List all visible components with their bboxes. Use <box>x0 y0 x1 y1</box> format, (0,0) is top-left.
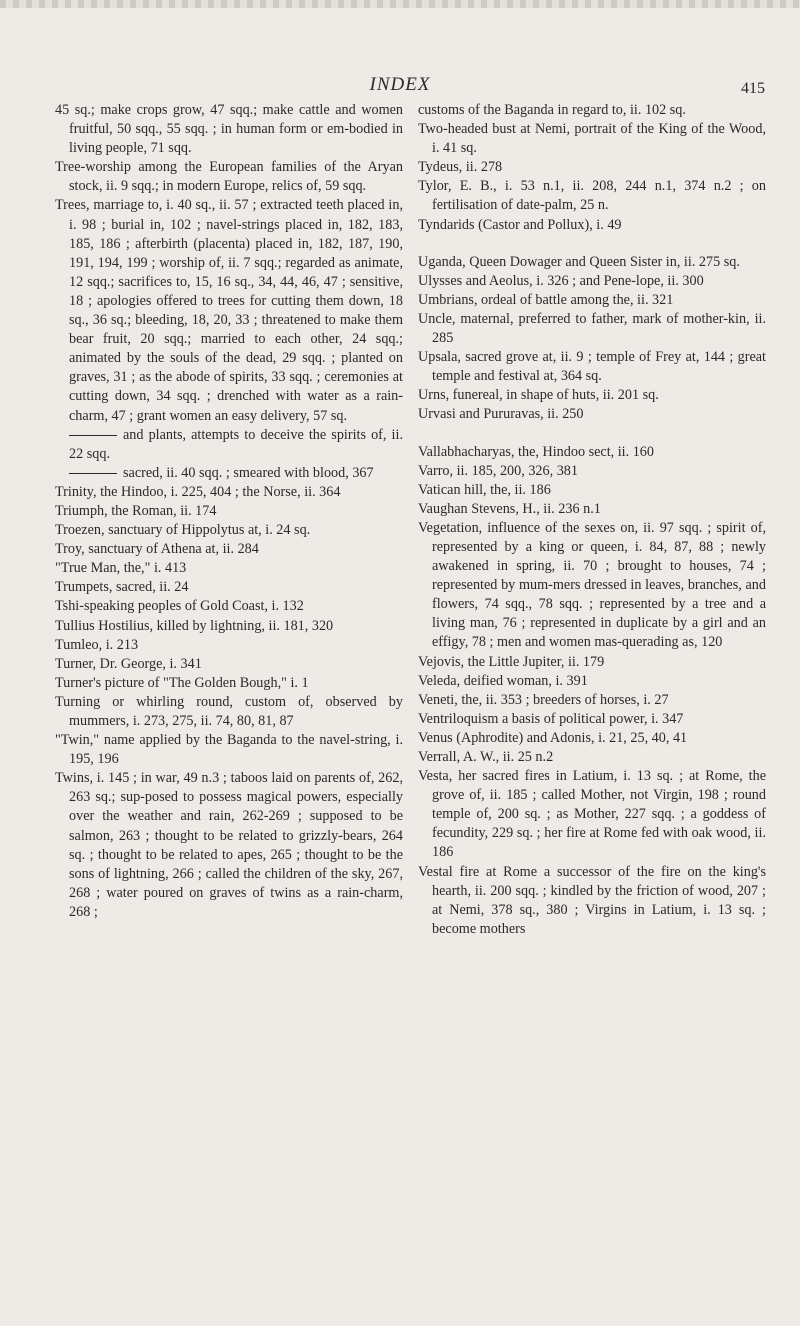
entry-text: Tshi-speaking peoples of Gold Coast, i. 132 <box>55 598 304 615</box>
index-entry <box>418 519 766 653</box>
index-entry <box>418 767 766 862</box>
index-entry <box>55 483 403 502</box>
index-entry <box>55 636 403 655</box>
entry-text: Turner, Dr. George, i. 341 <box>55 655 202 672</box>
entry-text: Tullius Hostilius, killed by lightning, ii. 181, 320 <box>55 617 334 634</box>
index-column-right <box>418 101 766 939</box>
index-entry <box>418 120 766 158</box>
entry-text: Trinity, the Hindoo, i. 225, 404 ; the Norse, ii. 364 <box>55 483 341 500</box>
entry-text: Vegetation, influence of the sexes on, ii. 97 sqq. ; spirit of, represented by a king or queen, i. 84, 87, 88 ; newly awakened in spring, ii. 70 ; brought to houses, 74 ; represented by mum-mers dressed in leaves, branches, and flowers, 74 sqq., 78 sqq. ; represented by a tree and a living man, 76 ; represented in duplicate by a girl and an effigy, 78 ; men and women mas-querading as, 120 <box>418 519 766 651</box>
entry-text: Turning or whirling round, custom of, observed by mummers, i. 273, 275, ii. 74, 80, 81, 87 <box>55 693 403 729</box>
index-entry <box>55 693 403 731</box>
index-entry <box>55 655 403 674</box>
entry-text: Vallabhacharyas, the, Hindoo sect, ii. 160 <box>418 443 654 460</box>
entry-text: sacred, ii. 40 sqq. ; smeared with blood, 367 <box>123 464 374 481</box>
index-entry <box>418 216 766 235</box>
repeat-dash <box>69 435 117 436</box>
entry-text: Vestal fire at Rome a successor of the fire on the king's hearth, ii. 200 sqq. ; kindled by the friction of wood, 207 ; at Nemi, 378 sq., 380 ; Virgins in Latium, i. 13 sq. ; become mothers <box>418 863 766 937</box>
index-entry <box>55 597 403 616</box>
entry-text: Urvasi and Pururavas, ii. 250 <box>418 406 584 423</box>
entry-text: Ulysses and Aeolus, i. 326 ; and Pene-lope, ii. 300 <box>418 272 704 289</box>
entry-text: "Twin," name applied by the Baganda to the navel-string, i. 195, 196 <box>55 732 403 768</box>
index-entry <box>418 291 766 310</box>
index-entry <box>418 253 766 272</box>
entry-text: Troy, sanctuary of Athena at, ii. 284 <box>55 541 259 558</box>
entry-text: Tydeus, ii. 278 <box>418 159 503 176</box>
index-entry <box>55 559 403 578</box>
entry-text: Vatican hill, the, ii. 186 <box>418 481 551 498</box>
index-entry <box>55 502 403 521</box>
entry-text: Troezen, sanctuary of Hippolytus at, i. 24 sq. <box>55 522 311 539</box>
entry-text: Uganda, Queen Dowager and Queen Sister in, ii. 275 sq. <box>418 253 740 270</box>
index-entry <box>55 731 403 769</box>
entry-text: Vesta, her sacred fires in Latium, i. 13 sq. ; at Rome, the grove of, ii. 185 ; called Mother, not Virgin, 198 ; round temple of, 200 sq. ; as Mother, 227 sqq. ; a goddess of fecundity, 229 sq. ; her fire at Rome fed with oak wood, ii. 186 <box>418 768 766 861</box>
entry-text: Tylor, E. B., i. 53 n.1, ii. 208, 244 n.1, 374 n.2 ; on fertilisation of date-palm, 25 n. <box>418 178 766 214</box>
index-entry <box>418 443 766 462</box>
index-entry <box>55 674 403 693</box>
index-entry <box>418 348 766 386</box>
index-entry <box>418 462 766 481</box>
index-entry <box>418 691 766 710</box>
index-entry <box>418 177 766 215</box>
index-column-left <box>55 101 403 922</box>
entry-text: and plants, attempts to deceive the spirits of, ii. 22 sqq. <box>69 426 403 462</box>
entry-text: Umbrians, ordeal of battle among the, ii. 321 <box>418 291 674 308</box>
index-entry <box>418 748 766 767</box>
entry-text: customs of the Baganda in regard to, ii. 102 sq. <box>418 102 686 118</box>
page-number: 415 <box>741 80 765 97</box>
entry-text: Twins, i. 145 ; in war, 49 n.3 ; taboos laid on parents of, 262, 263 sq.; sup-posed to possess magical powers, especially over the weather and rain, 262-269 ; supposed to be salmon, 263 ; thought to be related to grizzly-bears, 264 sq. ; thought to be related to apes, 265 ; thought to be the sons of lightning, 266 ; called the children of the sky, 267, 268 ; water poured on graves of twins as a rain-charm, 268 ; <box>55 770 403 920</box>
entry-text: Triumph, the Roman, ii. 174 <box>55 502 217 519</box>
index-entry <box>418 310 766 348</box>
index-entry <box>418 405 766 424</box>
index-entry <box>55 101 403 158</box>
entry-text: Vaughan Stevens, H., ii. 236 n.1 <box>418 500 601 517</box>
entry-text: Verrall, A. W., ii. 25 n.2 <box>418 749 554 765</box>
entry-text: Tumleo, i. 213 <box>55 636 139 653</box>
index-entry <box>55 617 403 636</box>
index-entry <box>418 158 766 177</box>
entry-text: Urns, funereal, in shape of huts, ii. 201 sq. <box>418 387 659 404</box>
index-entry <box>418 672 766 691</box>
index-entry <box>418 653 766 672</box>
entry-text: Venus (Aphrodite) and Adonis, i. 21, 25, 40, 41 <box>418 729 688 746</box>
index-subentry <box>55 464 403 483</box>
running-head: INDEX <box>369 74 431 95</box>
index-entry <box>418 729 766 748</box>
entry-text: Vejovis, the Little Jupiter, ii. 179 <box>418 653 605 670</box>
entry-text: Varro, ii. 185, 200, 326, 381 <box>418 462 578 479</box>
index-entry <box>55 540 403 559</box>
index-entry <box>418 481 766 500</box>
index-entry <box>418 272 766 291</box>
index-entry <box>55 196 403 425</box>
index-entry <box>55 769 403 922</box>
index-subentry <box>55 426 403 464</box>
entry-text: Ventriloquism a basis of political power, i. 347 <box>418 710 684 727</box>
entry-text: 45 sq.; make crops grow, 47 sqq.; make cattle and women fruitful, 50 sqq., 55 sqq. ; in human form or em-bodied in living people, 71 sqq. <box>55 102 403 157</box>
index-entry <box>418 386 766 405</box>
entry-text: Two-headed bust at Nemi, portrait of the King of the Wood, i. 41 sq. <box>418 121 766 157</box>
index-entry <box>418 500 766 519</box>
entry-text: Tree-worship among the European families of the Aryan stock, ii. 9 sqq.; in modern Europe, relics of, 59 sqq. <box>55 159 403 195</box>
entry-text: Veneti, the, ii. 353 ; breeders of horses, i. 27 <box>418 691 669 708</box>
entry-text: Trumpets, sacred, ii. 24 <box>55 579 189 596</box>
repeat-dash <box>69 473 117 474</box>
page-top-edge <box>0 0 800 8</box>
entry-text: Turner's picture of "The Golden Bough," i. 1 <box>55 674 309 691</box>
index-entry <box>55 578 403 597</box>
entry-text: Trees, marriage to, i. 40 sq., ii. 57 ; extracted teeth placed in, i. 98 ; burial in, 102 ; navel-strings placed in, 182, 183, 185, 186 ; afterbirth (placenta) placed in, 182, 187, 190, 191, 194, 199 ; worship of, ii. 7 sqq.; regarded as animate, 12 sqq.; sacrifices to, 15, 16 sq., 34, 44, 46, 47 ; sensitive, 18 ; apologies offered to trees for cutting them down, 18 sq., 36 sq.; bleeding, 18, 20, 33 ; threatened to make them bear fruit, 20 sqq.; married to each other, 24 sqq.; animated by the souls of the dead, 29 sqq. ; planted on graves, 31 ; as the abode of spirits, 33 sqq. ; ceremonies at cutting down, 34 sqq. ; drenched with water as a rain-charm, 47 ; grant women an easy delivery, 57 sq. <box>55 197 403 424</box>
index-entry <box>418 863 766 939</box>
entry-text: Veleda, deified woman, i. 391 <box>418 672 588 689</box>
index-entry <box>418 710 766 729</box>
entry-text: Tyndarids (Castor and Pollux), i. 49 <box>418 216 622 233</box>
entry-text: Uncle, maternal, preferred to father, mark of mother-kin, ii. 285 <box>418 310 766 347</box>
index-entry <box>55 521 403 540</box>
index-entry <box>55 158 403 196</box>
entry-text: Upsala, sacred grove at, ii. 9 ; temple of Frey at, 144 ; great temple and festival at, 364 sq. <box>418 349 766 385</box>
index-entry <box>418 101 766 120</box>
entry-text: "True Man, the," i. 413 <box>55 560 187 577</box>
